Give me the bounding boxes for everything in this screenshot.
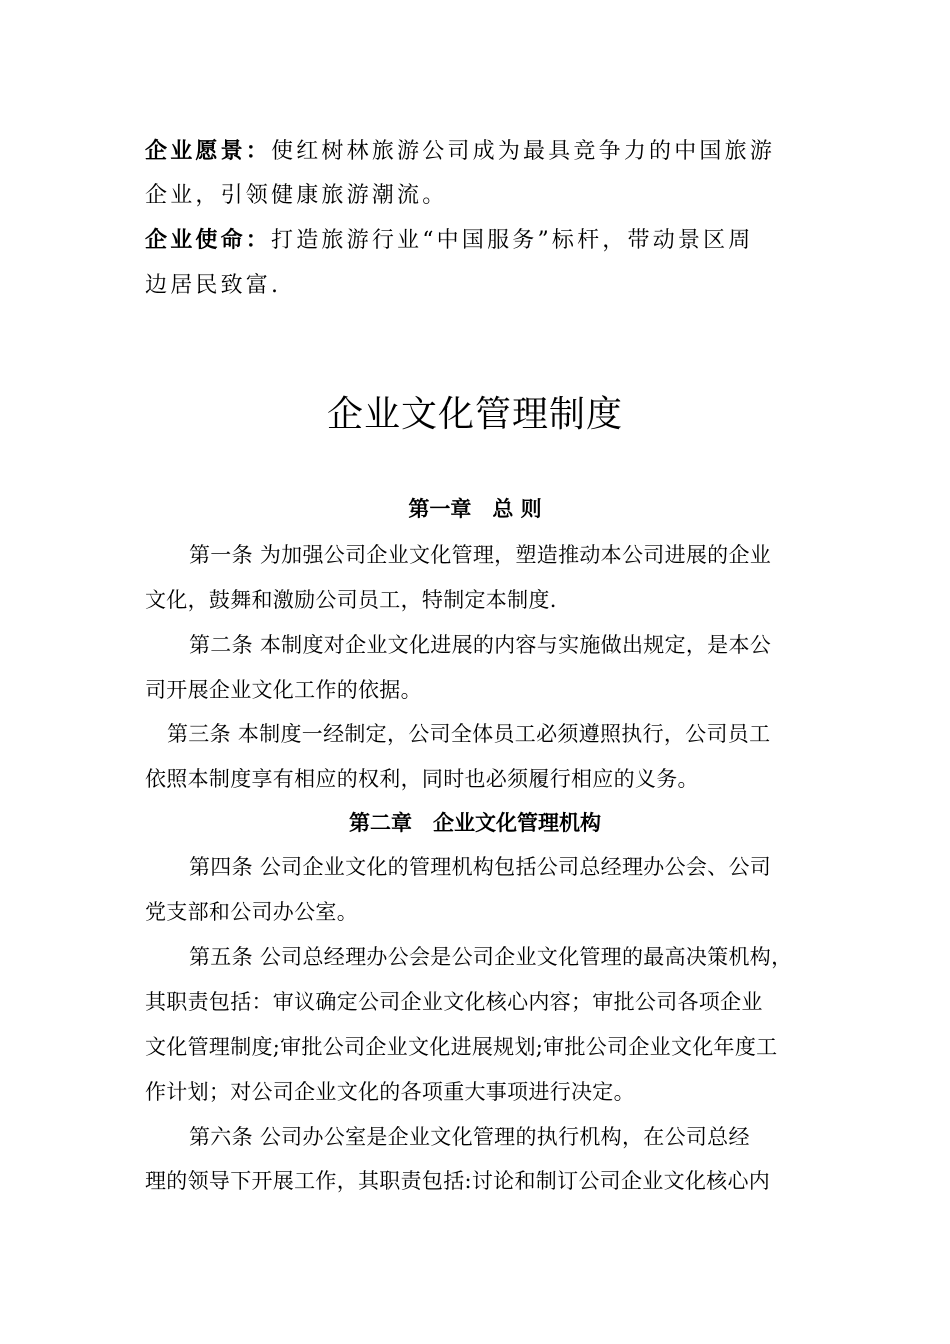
mission-label: 企业使命： (145, 228, 272, 253)
article-2-line-1: 第二条 本制度对企业文化进展的内容与实施做出规定，是本公 (189, 633, 772, 657)
vision-text: 使红树林旅游公司成为最具竞争力的中国旅游 (271, 139, 776, 164)
document-title: 企业文化管理制度 (326, 394, 623, 435)
vision-line-1 (145, 137, 775, 167)
article-4-line-1: 第四条 公司企业文化的管理机构包括公司总经理办公会、公司 (189, 855, 772, 879)
chapter-2-heading: 第二章 企业文化管理机构 (349, 811, 601, 835)
chapter-1-heading: 第一章 总 则 (408, 497, 542, 521)
article-5-line-2: 其职责包括：审议确定公司企业文化核心内容；审批公司各项企业 (145, 990, 763, 1014)
article-5-line-4: 作计划；对公司企业文化的各项重大事项进行决定。 (145, 1080, 635, 1104)
mission-text: 打造旅游行业“中国服务”标杆，带动景区周 (271, 228, 754, 253)
article-4-line-2: 党支部和公司办公室。 (145, 900, 358, 924)
article-1-line-1: 第一条 为加强公司企业文化管理，塑造推动本公司进展的企业 (189, 543, 772, 567)
article-5-line-1: 第五条 公司总经理办公会是公司企业文化管理的最高决策机构， (189, 945, 793, 969)
article-3-line-2: 依照本制度享有相应的权利，同时也必须履行相应的义务。 (145, 767, 699, 791)
article-6-line-2: 理的领导下开展工作，其职责包括:讨论和制订公司企业文化核心内 (145, 1169, 771, 1193)
article-5-line-3: 文化管理制度;审批公司企业文化进展规划;审批公司企业文化年度工 (145, 1035, 778, 1059)
vision-line-2: 企业，引领健康旅游潮流。 (145, 183, 448, 208)
mission-line-2: 边居民致富. (145, 273, 282, 298)
article-3-line-1: 第三条 本制度一经制定，公司全体员工必须遵照执行，公司员工 (167, 722, 771, 746)
mission-line-1 (145, 226, 754, 256)
article-1-line-2: 文化，鼓舞和激励公司员工，特制定本制度. (145, 588, 557, 612)
article-6-line-1: 第六条 公司办公室是企业文化管理的执行机构，在公司总经 (189, 1125, 750, 1149)
vision-label: 企业愿景： (145, 139, 272, 164)
article-2-line-2: 司开展企业文化工作的依据。 (145, 678, 422, 702)
